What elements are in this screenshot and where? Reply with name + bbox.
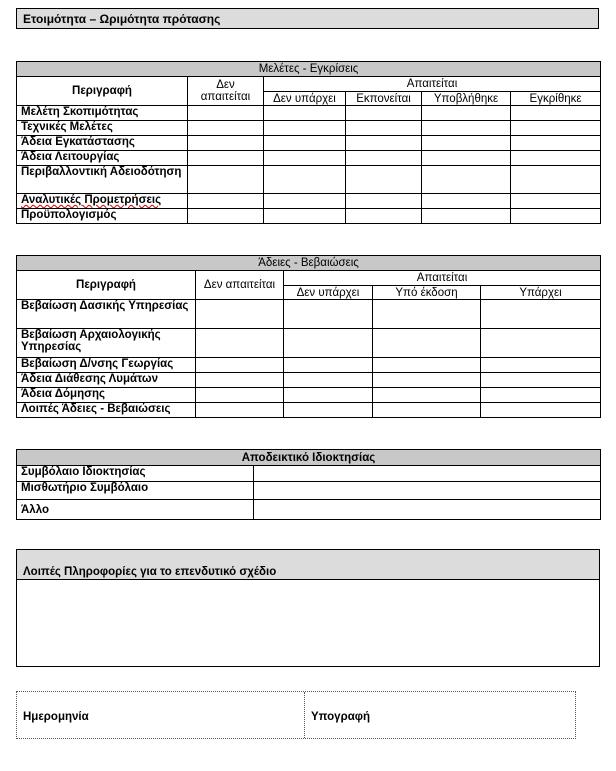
table-cell[interactable] (346, 106, 422, 121)
table-cell[interactable] (481, 388, 601, 403)
table-cell[interactable] (346, 209, 422, 224)
table-cell[interactable] (373, 300, 481, 329)
table-row (17, 466, 601, 482)
row-label: Άδεια Διάθεσης Λυμάτων (17, 373, 196, 388)
page-title: Ετοιμότητα – Ωριμότητα πρότασης (16, 8, 599, 29)
table-cell[interactable] (422, 136, 511, 151)
table-cell[interactable] (254, 500, 601, 520)
permits-col-desc: Περιγραφή (17, 271, 196, 300)
table-row (17, 300, 601, 329)
table-row (17, 358, 601, 373)
row-label (17, 194, 188, 209)
table-row (17, 403, 601, 418)
permits-subcol: Δεν υπάρχει (284, 286, 373, 300)
table-cell[interactable] (196, 403, 284, 418)
table-cell[interactable] (264, 151, 346, 166)
table-cell[interactable] (422, 121, 511, 136)
table-cell[interactable] (481, 373, 601, 388)
date-label: Ημερομηνία (23, 711, 89, 723)
row-label: Μελέτη Σκοπιμότητας (17, 106, 188, 121)
row-label: Βεβαίωση Δασικής Υπηρεσίας (17, 300, 196, 329)
ownership-title: Αποδεικτικό Ιδιοκτησίας (17, 450, 601, 466)
row-label: Βεβαίωση Αρχαιολογικής Υπηρεσίας (17, 329, 196, 358)
row-label: Τεχνικές Μελέτες (17, 121, 188, 136)
table-row (17, 106, 601, 121)
permits-subcol: Υπάρχει (481, 286, 601, 300)
table-cell[interactable] (346, 166, 422, 194)
table-cell[interactable] (188, 136, 264, 151)
table-cell[interactable] (264, 209, 346, 224)
table-cell[interactable] (481, 403, 601, 418)
table-row (17, 388, 601, 403)
date-field[interactable] (17, 692, 304, 738)
row-label: Άλλο (17, 500, 254, 520)
table-cell[interactable] (511, 136, 601, 151)
table-cell[interactable] (481, 300, 601, 329)
permits-col-required: Απαιτείται (284, 271, 601, 286)
table-cell[interactable] (511, 166, 601, 194)
table-cell[interactable] (346, 151, 422, 166)
signature-field[interactable] (305, 692, 575, 738)
table-cell[interactable] (346, 121, 422, 136)
row-label: Συμβόλαιο Ιδιοκτησίας (17, 466, 254, 482)
table-row (17, 329, 601, 358)
row-label: Προϋπολογισμός (17, 209, 188, 224)
table-row (17, 151, 601, 166)
row-label: Άδεια Δόμησης (17, 388, 196, 403)
table-cell[interactable] (188, 151, 264, 166)
signature-label: Υπογραφή (311, 711, 371, 723)
table-row (17, 121, 601, 136)
table-cell[interactable] (254, 482, 601, 500)
table-cell[interactable] (188, 194, 264, 209)
table-cell[interactable] (284, 388, 373, 403)
table-row (17, 136, 601, 151)
table-cell[interactable] (511, 194, 601, 209)
table-cell[interactable] (196, 358, 284, 373)
signature-box (16, 691, 576, 739)
table-cell[interactable] (264, 106, 346, 121)
table-cell[interactable] (511, 106, 601, 121)
studies-title: Μελέτες - Εγκρίσεις (17, 62, 601, 77)
row-label: Λοιπές Άδειες - Βεβαιώσεις (17, 403, 196, 418)
table-cell[interactable] (284, 358, 373, 373)
table-cell[interactable] (373, 358, 481, 373)
table-cell[interactable] (346, 194, 422, 209)
studies-col-required: Απαιτείται (264, 77, 601, 92)
table-cell[interactable] (511, 209, 601, 224)
table-cell[interactable] (188, 106, 264, 121)
table-cell[interactable] (264, 194, 346, 209)
table-row (17, 373, 601, 388)
table-cell[interactable] (422, 106, 511, 121)
table-row (17, 500, 601, 520)
row-label-text: Αναλυτικές Προμετρήσεις (21, 194, 162, 206)
table-cell[interactable] (196, 388, 284, 403)
studies-subcol: Εγκρίθηκε (511, 92, 601, 106)
table-cell[interactable] (196, 329, 284, 358)
studies-col-not-required: Δεν απαιτείται (188, 77, 264, 106)
permits-table (16, 255, 601, 418)
other-info-title: Λοιπές Πληροφορίες για το επενδυτικό σχέδιο (17, 550, 599, 580)
studies-col-desc: Περιγραφή (17, 77, 188, 106)
other-info-box (16, 549, 600, 667)
table-cell[interactable] (481, 329, 601, 358)
table-cell[interactable] (196, 373, 284, 388)
table-cell[interactable] (422, 209, 511, 224)
other-info-field[interactable] (17, 580, 599, 666)
table-cell[interactable] (188, 121, 264, 136)
table-cell[interactable] (188, 209, 264, 224)
table-cell[interactable] (346, 136, 422, 151)
row-label: Μισθωτήριο Συμβόλαιο (17, 482, 254, 500)
table-cell[interactable] (373, 403, 481, 418)
ownership-table (16, 449, 601, 520)
studies-subcol: Υποβλήθηκε (422, 92, 511, 106)
table-cell[interactable] (264, 166, 346, 194)
table-cell[interactable] (422, 194, 511, 209)
table-cell[interactable] (284, 329, 373, 358)
table-cell[interactable] (284, 373, 373, 388)
table-cell[interactable] (422, 166, 511, 194)
row-label: Βεβαίωση Δ/νσης Γεωργίας (17, 358, 196, 373)
table-cell[interactable] (422, 151, 511, 166)
row-label: Άδεια Εγκατάστασης (17, 136, 188, 151)
table-cell[interactable] (196, 300, 284, 329)
table-row (17, 209, 601, 224)
table-cell[interactable] (373, 373, 481, 388)
table-cell[interactable] (481, 358, 601, 373)
table-cell[interactable] (264, 121, 346, 136)
row-label: Άδεια Λειτουργίας (17, 151, 188, 166)
table-cell[interactable] (264, 136, 346, 151)
table-cell[interactable] (254, 466, 601, 482)
row-label: Περιβαλλοντική Αδειοδότηση (17, 166, 188, 194)
studies-table (16, 61, 601, 224)
table-cell[interactable] (188, 166, 264, 194)
table-row (17, 166, 601, 194)
table-cell[interactable] (373, 329, 481, 358)
table-cell[interactable] (511, 121, 601, 136)
table-row (17, 482, 601, 500)
table-cell[interactable] (373, 388, 481, 403)
permits-col-not-required: Δεν απαιτείται (196, 271, 284, 300)
permits-subcol: Υπό έκδοση (373, 286, 481, 300)
table-cell[interactable] (284, 300, 373, 329)
table-cell[interactable] (284, 403, 373, 418)
permits-title: Άδειες - Βεβαιώσεις (17, 256, 601, 271)
studies-subcol: Δεν υπάρχει (264, 92, 346, 106)
table-row (17, 194, 601, 209)
table-cell[interactable] (511, 151, 601, 166)
studies-subcol: Εκπονείται (346, 92, 422, 106)
